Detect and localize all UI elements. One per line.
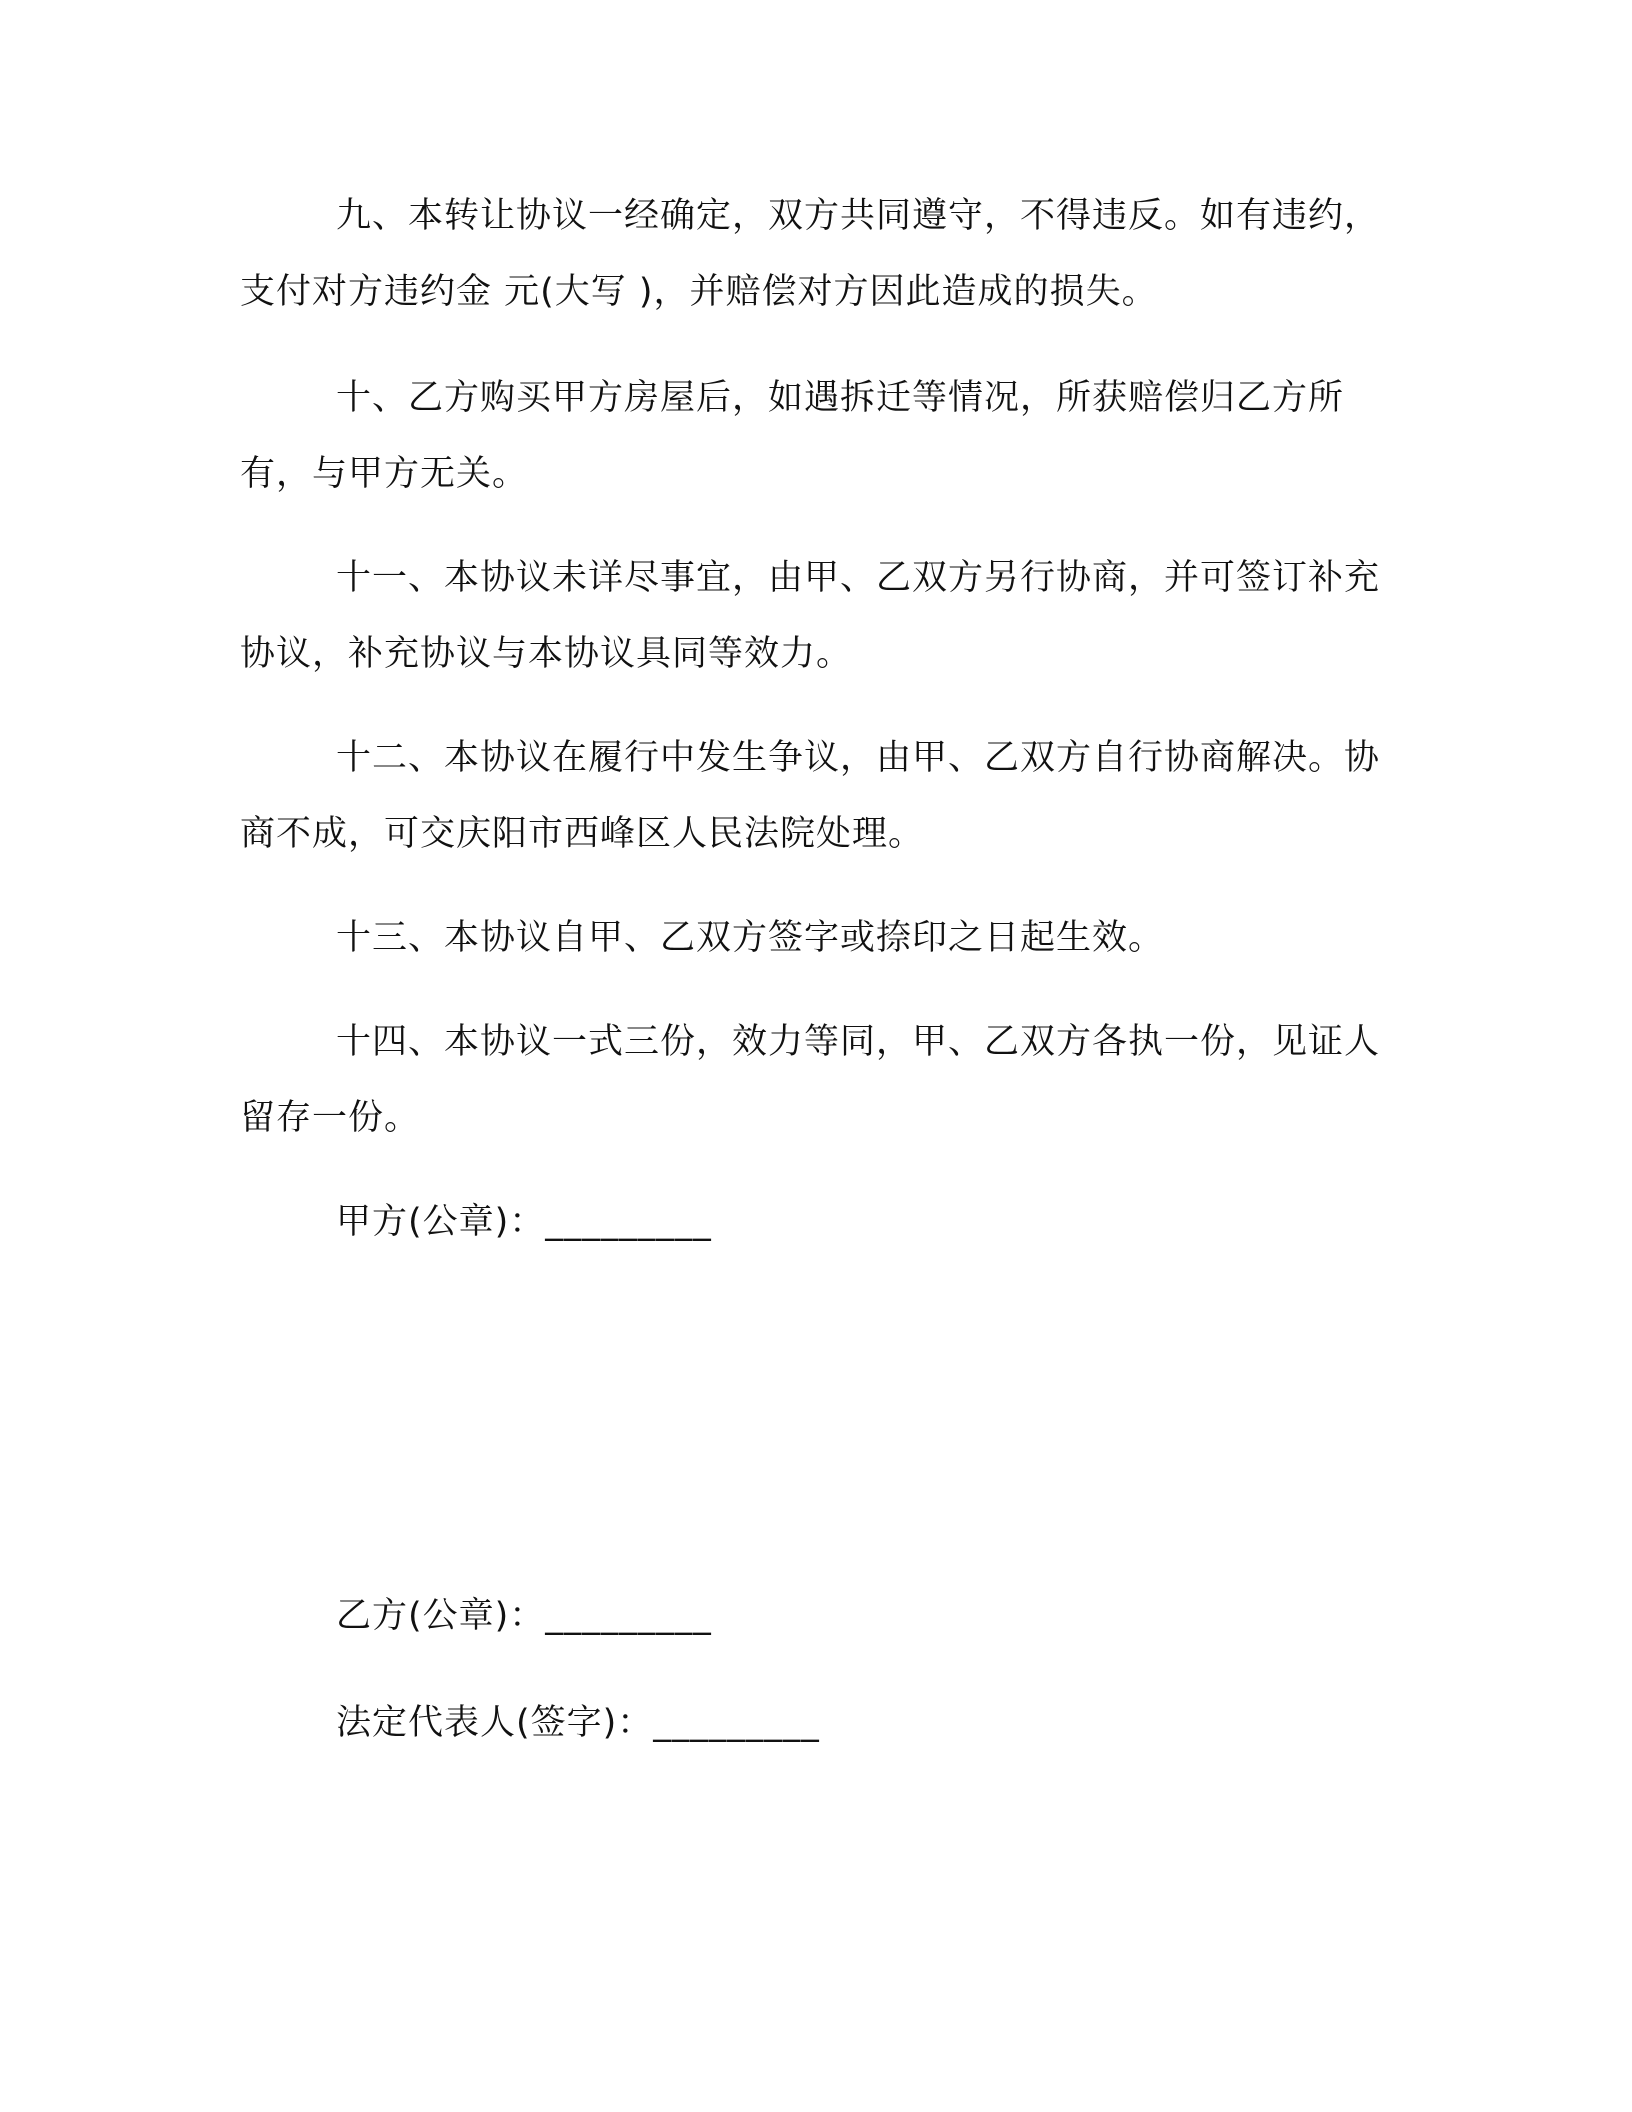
signature-party-b: 乙方(公章)：_________ — [336, 1596, 712, 1636]
clause-13-text: 十三、本协议自甲、乙双方签字或捺印之日起生效。 — [336, 918, 1165, 958]
signature-party-a: 甲方(公章)：_________ — [336, 1202, 712, 1242]
clause-14-text: 十四、本协议一式三份，效力等同，甲、乙双方各执一份，见证人留存一份。 — [240, 1022, 1381, 1138]
clause-11 — [240, 540, 1408, 692]
signature-legal-rep: 法定代表人(签字)：_________ — [336, 1703, 820, 1743]
clause-10 — [240, 360, 1408, 512]
clause-12 — [240, 720, 1408, 872]
clause-11-text: 十一、本协议未详尽事宜，由甲、乙双方另行协商，并可签订补充协议，补充协议与本协议具同等效力。 — [240, 558, 1381, 674]
clause-9-text: 九、本转让协议一经确定，双方共同遵守，不得违反。如有违约，支付对方违约金 元(大写 )，并赔偿对方因此造成的损失。 — [240, 196, 1381, 312]
clause-10-text: 十、乙方购买甲方房屋后，如遇拆迁等情况，所获赔偿归乙方所有，与甲方无关。 — [240, 378, 1345, 494]
clause-14 — [240, 1004, 1408, 1156]
clause-12-text: 十二、本协议在履行中发生争议，由甲、乙双方自行协商解决。协商不成，可交庆阳市西峰区人民法院处理。 — [240, 738, 1381, 854]
clause-13 — [240, 900, 1408, 976]
clause-9 — [240, 178, 1408, 330]
